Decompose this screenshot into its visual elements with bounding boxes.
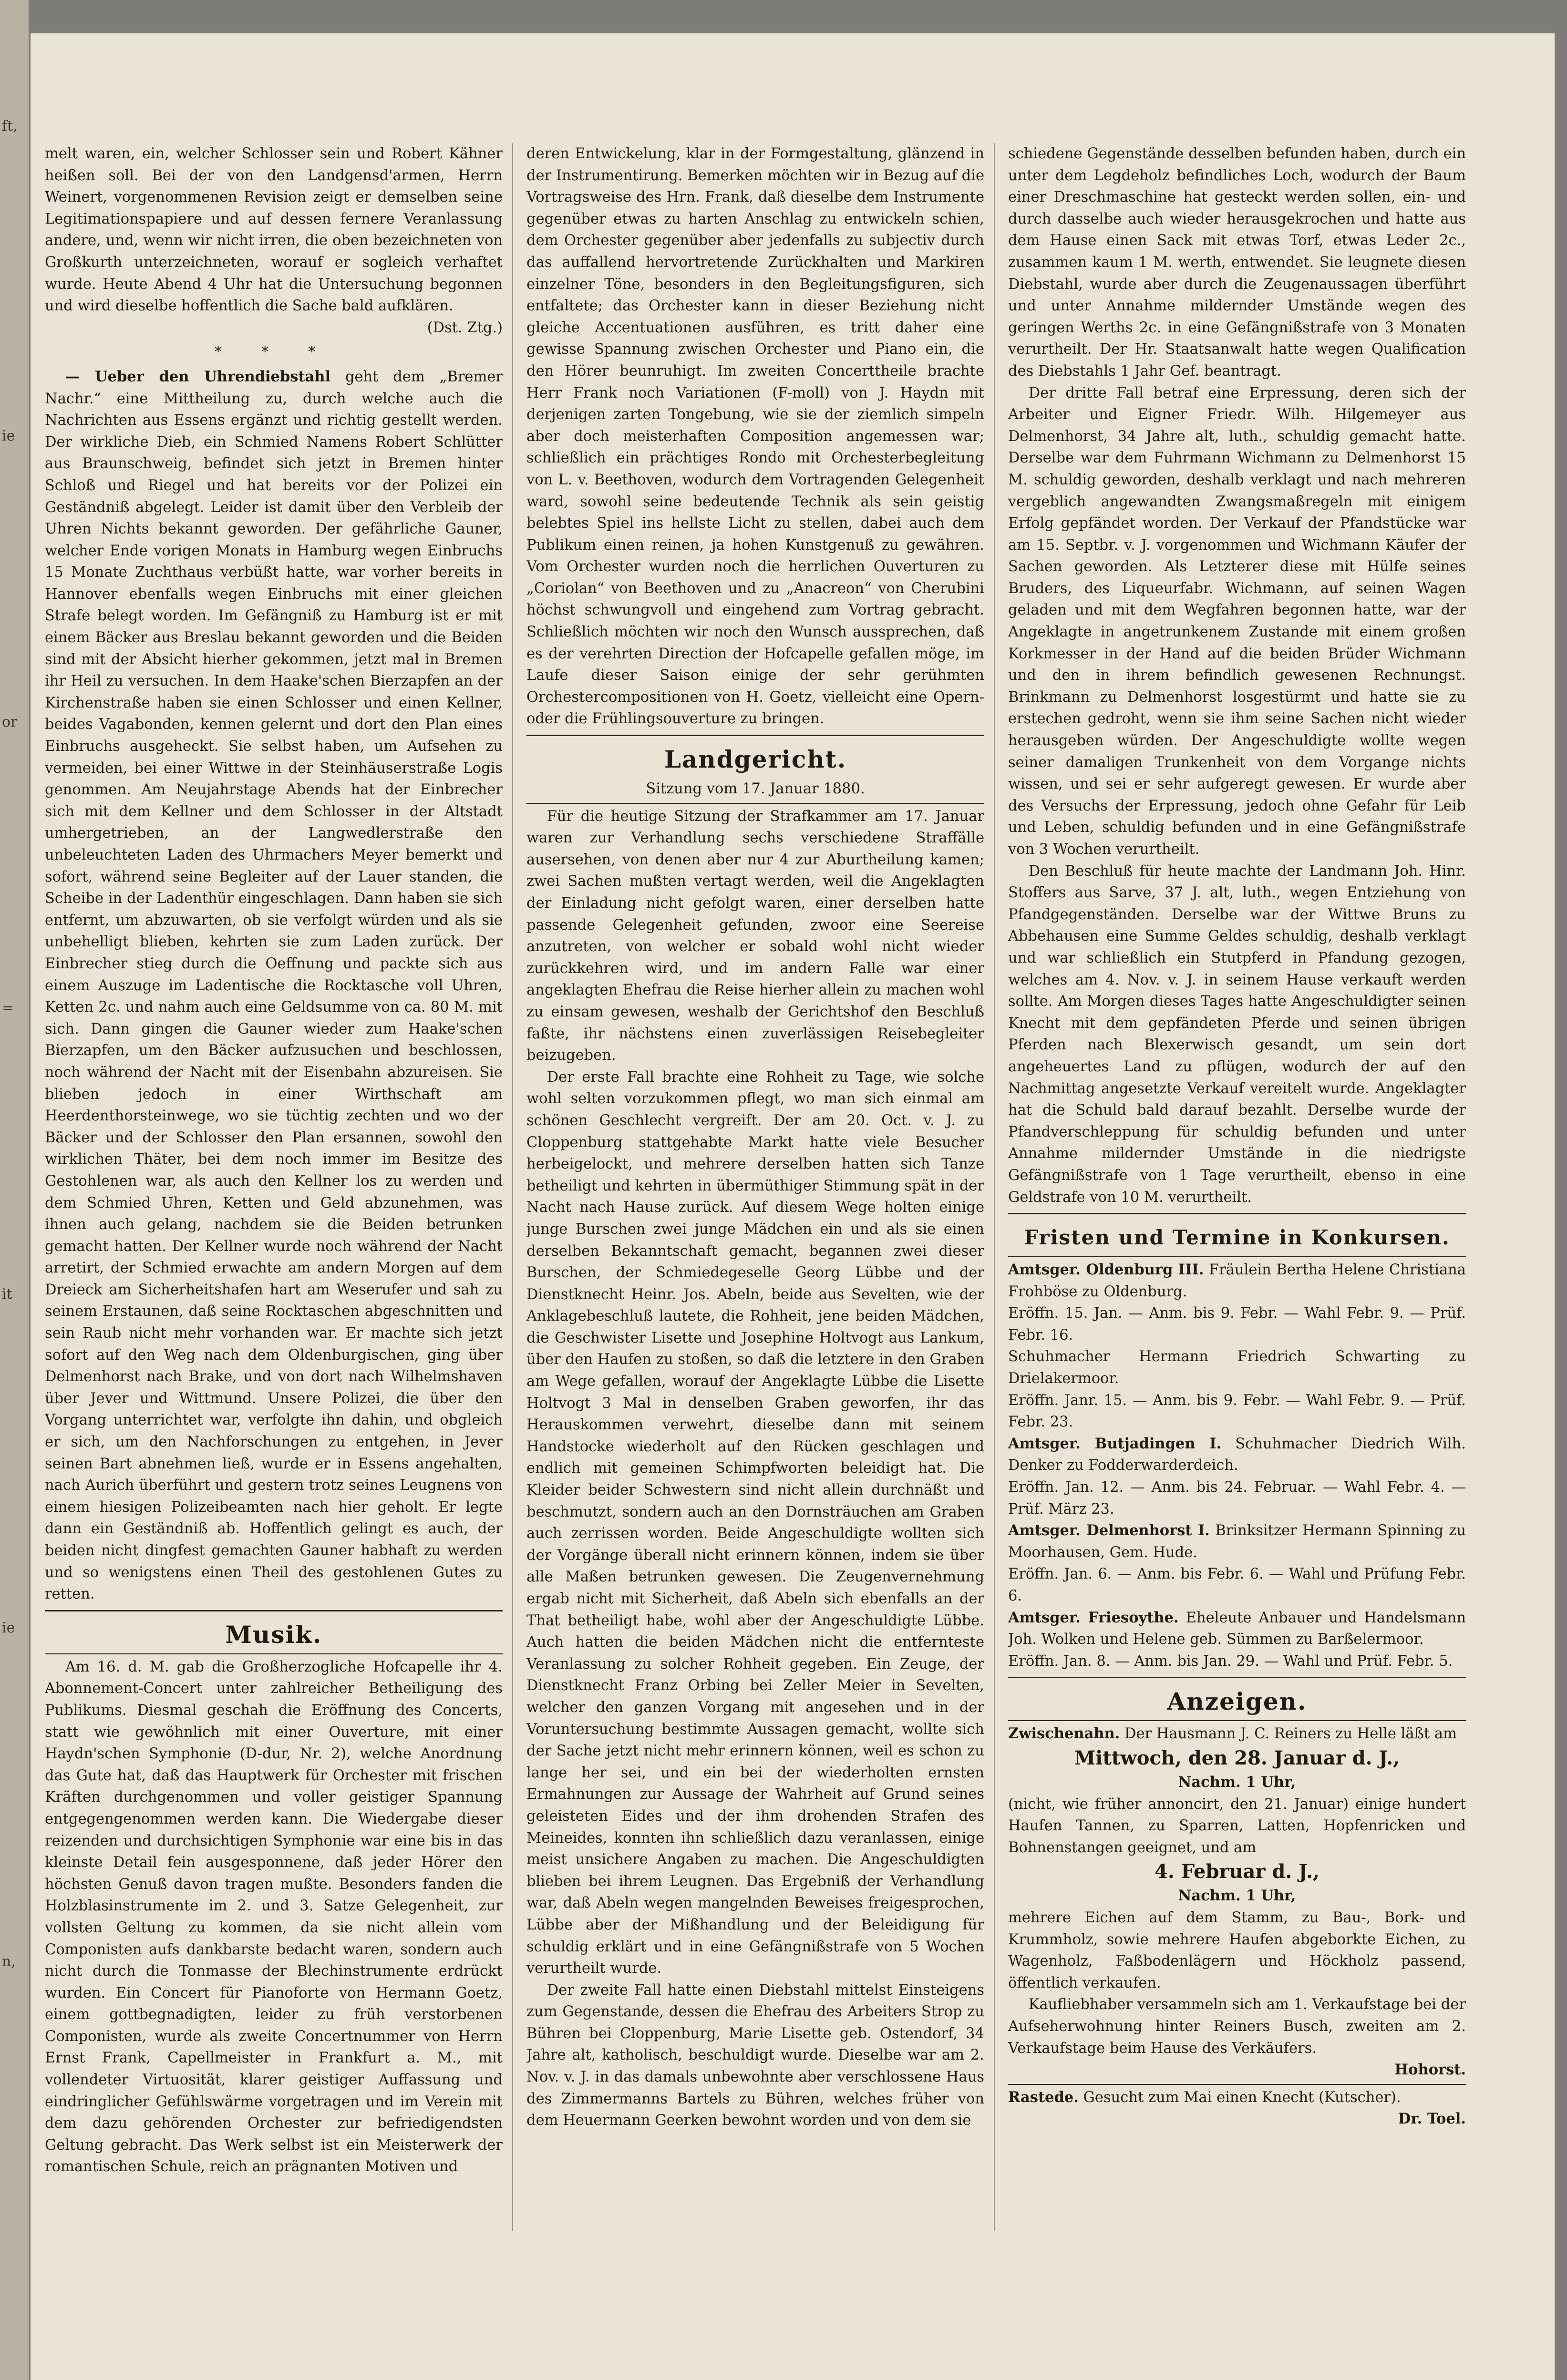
section-rule [45, 1610, 503, 1611]
edge-fragment: it [2, 1286, 12, 1303]
ad-time: Nachm. 1 Uhr, [1178, 1887, 1296, 1905]
ad-text: Gesucht zum Mai einen Knecht (Kutscher). [1083, 2089, 1401, 2106]
section-title-musik: Musik. [225, 1620, 322, 1649]
notice-body: Brinksitzer Hermann Spinning zu Moorhausen, Gem. Hude. [1008, 1522, 1466, 1561]
edge-fragment: n, [2, 1953, 16, 1970]
adjacent-page-edge [0, 0, 29, 2380]
ad-signature: Dr. Toel. [1398, 2110, 1466, 2128]
column-divider [512, 143, 513, 2231]
newspaper-page [31, 33, 1555, 2380]
section-separator: * * * [214, 344, 333, 361]
edge-fragment: or [2, 714, 18, 730]
article-watch-theft [45, 366, 503, 1605]
ad-date: Mittwoch, den 28. Januar d. J., [1074, 1746, 1400, 1769]
section-rule [1008, 1720, 1466, 1721]
column-middle [526, 143, 984, 2250]
section-rule [1008, 1677, 1466, 1678]
column-divider [994, 143, 995, 2231]
session-date: Sitzung vom 17. Januar 1880. [646, 780, 865, 798]
ad-signature: Hohorst. [1394, 2061, 1466, 2079]
advertisement-wanted [1008, 2087, 1466, 2130]
notice-body: Eheleute Anbauer und Handelsmann Joh. Wolken und Helene geb. Sümmen zu Barßelermoor. [1008, 1609, 1466, 1648]
ad-text: Der Hausmann J. C. Reiners zu Helle läßt am [1124, 1725, 1457, 1743]
ad-place: Zwischenahn. [1008, 1725, 1120, 1743]
notice-body: Fräulein Bertha Helene Christiana Frohböse zu Oldenburg. [1008, 1262, 1466, 1300]
article-text: Für die heutige Sitzung der Strafkammer am 17. Januar waren zur Verhandlung sechs verschiedene Straffälle ausersehen, von denen aber nur 4 zur Aburtheilung kamen; zwei Sachen mußten vertagt werden, weil die Angeklagten der Einladung nicht gefolgt waren, einer derselben hatte passende Gelegenheit gefunden, zwoor eine Seereise anzutreten, von welcher er sobald wohl nicht wieder zurückkehren wird, und im andern Falle war einer angeklagten Ehefrau die Reise hierher allein zu machen wohl zu einsam gewesen, weshalb der Gerichtshof den Beschluß faßte, ihr nächstens einen zuverlässigen Reisebegleiter beizugeben. [526, 808, 984, 1064]
section-rule [45, 1653, 503, 1654]
source-credit: (Dst. Ztg.) [427, 319, 503, 336]
section-title-anzeigen: Anzeigen. [1167, 1687, 1307, 1716]
ad-intro [1008, 1723, 1466, 1745]
article-text: Der zweite Fall hatte einen Diebstahl mittelst Einsteigens zum Gegenstande, dessen die Ehefrau des Arbeiters Strop zu Bühren bei Cloppenburg, Marie Lisette geb. Ostendorf, 34 Jahre alt, katholisch, beschuldigt wurde. Dieselbe war am 2. Nov. v. J. in das damals unbewohnte aber verschlossene Haus des Zimmermanns Bartels zu Bühren, welches früher von dem Heuermann Geerken bewohnt worden und von dem sie [526, 1981, 984, 2129]
section-rule [1008, 1213, 1466, 1214]
notice-entry [1008, 1607, 1466, 1651]
court-name: Amtsger. Oldenburg III. [1008, 1261, 1204, 1279]
article-text: melt waren, ein, welcher Schlosser sein und Robert Kähner heißen soll. Bei der von den Landgensd'armen, Herrn Weinert, vorgenommenen Revision zeigt er demselben seine Legitimationspapiere und auf dessen fernere Veranlassung andere, und, wenn wir nicht irren, die oben bezeichneten von Großkurth unterzeichneten, worauf er sogleich verhaftet wurde. Heute Abend 4 Uhr hat die Untersuchung begonnen und wird dieselbe hoffentlich die Sache bald aufklären. [45, 145, 503, 315]
column-left [45, 143, 503, 2250]
article-headline: — Ueber den Uhrendiebstahl [65, 368, 331, 385]
notice-dates: Eröffn. Jan. 6. — Anm. bis Febr. 6. — Wahl und Prüfung Febr. 6. [1008, 1566, 1466, 1604]
edge-fragment: ie [2, 428, 15, 444]
article-text: Am 16. d. M. gab die Großherzogliche Hofcapelle ihr 4. Abonnement-Concert unter zahlreicher Betheiligung des Publikums. Diesmal geschah die Eröffnung des Concerts, statt wie gewöhnlich mit einer Ouverture, mit einer Haydn'schen Symphonie (D-dur, Nr. 2), welche Anordnung das Gute hat, daß das Hauptwerk für Orchester mit frischen Kräften durchgenommen und voller geistiger Spannung entgegengenommen werden kann. Die Wiedergabe dieser reizenden und durchsichtigen Symphonie war eine bis in das kleinste Detail fein ausgesponnene, daß jeder Hörer den höchsten Genuß davon tragen mußte. Besonders fanden die Holzblasinstrumente im 2. und 3. Satze Gelegenheit, zur vollsten Geltung zu kommen, da sie nicht allein vom Componisten aufs dankbarste bedacht waren, sondern auch nicht durch die Tonmasse der Blechinstrumente erdrückt wurden. Ein Concert für Pianoforte von Hermann Goetz, einem gottbegnadigten, leider zu früh verstorbenen Componisten, wurde als zweite Concertnummer von Herrn Ernst Frank, Capellmeister in Frankfurt a. M., mit vollendeter Virtuosität, klarer geistiger Auffassung und eindringlicher Gefühlswärme vorgetragen und im Verein mit dem dazu gehörenden Orchester zur befriedigendsten Geltung gebracht. Das Werk selbst ist ein Meisterwerk der romantischen Schule, reich an prägnanten Motiven und [45, 1658, 503, 2175]
court-name: Amtsger. Delmenhorst I. [1008, 1522, 1210, 1539]
notice-body: Schuhmacher Diedrich Wilh. Denker zu Fodderwarderdeich. [1008, 1435, 1466, 1474]
notice-entry [1008, 1346, 1466, 1389]
ad-intro [1008, 2087, 1466, 2109]
notice-dates: Eröffn. Jan. 12. — Anm. bis 24. Februar. — Wahl Febr. 4. — Prüf. März 23. [1008, 1479, 1466, 1518]
section-title-konkurse: Fristen und Termine in Konkursen. [1024, 1226, 1450, 1250]
section-rule [526, 803, 984, 804]
article-text: Der dritte Fall betraf eine Erpressung, deren sich der Arbeiter und Eigner Friedr. Wilh. Hilgemeyer aus Delmenhorst, 34 Jahre alt, luth., schuldig gemacht hatte. Derselbe war dem Fuhrmann Wichmann zu Delmenhorst 15 M. schuldig geworden, deshalb verklagt und nach mehreren vergeblich angewandten Zwangsmaßregeln mit einigem Erfolg gepfändet worden. Der Verkauf der Pfandstücke war am 15. Septbr. v. J. vorgenommen und Wichmann Käufer der Sachen geworden. Als Letzterer diese mit Hülfe seines Bruders, des Liqueurfabr. Wichmann, auf seinen Wagen geladen und mit dem Wegfahren begonnen hatte, war der Angeklagte in angetrunkenem Zustande mit einem großen Korkmesser in der Hand auf die beiden Brüder Wichmann und den in ihrem befindlich gewesenen Rechnungst. Brinkmann zu Delmenhorst losgestürmt und hatte sie zu erstechen gedroht, wenn sie ihm seine Sachen nicht wieder herausgeben würden. Der Angeschuldigte wollte wegen seiner damaligen Trunkenheit von dem Vorgange nichts wissen, und sei er sehr aufgeregt gewesen. Er wurde aber des Versuchs der Erpressung, jedoch ohne Gefahr für Leib und Leben, schuldig befunden und in eine Gefängnißstrafe von 3 Wochen verurtheilt. [1008, 384, 1466, 858]
ad-text: (nicht, wie früher annoncirt, den 21. Januar) einige hundert Haufen Tannen, zu Sparren, Latten, Hopfenricken und Bohnenstangen geeignet, und am [1008, 1795, 1466, 1856]
section-rule [1008, 1256, 1466, 1257]
court-name: Amtsger. Friesoythe. [1008, 1609, 1179, 1626]
ad-place: Rastede. [1008, 2088, 1079, 2106]
edge-fragment: = [2, 1000, 14, 1016]
notice-entry [1008, 1433, 1466, 1477]
notice-body: Schuhmacher Hermann Friedrich Schwarting zu Drielakermoor. [1008, 1348, 1466, 1387]
ad-text: Kaufliebhaber versammeln sich am 1. Verkaufstage bei der Aufseherwohnung hinter Reiners Busch, zweiten am 2. Verkaufstage beim Hause des Verkäufers. [1008, 1996, 1466, 2057]
article-text: Der erste Fall brachte eine Rohheit zu Tage, wie solche wohl selten vorzukommen pflegt, wo man sich einmal am schönen Geschlecht vergreift. Der am 20. Oct. v. J. zu Cloppenburg stattgehabte Markt hatte viele Besucher herbeigelockt, und mehrere derselben hatten sich Tanze betheiligt und kehrten in übermüthiger Stimmung spät in der Nacht nach Hause zurück. Auf diesem Wege holten einige junge Burschen zwei junge Mädchen ein und als sie einen derselben Bekanntschaft gemacht, begannen zwei dieser Burschen, der Schmiedegeselle Georg Lübbe und der Dienstknecht Heinr. Jos. Abeln, beide aus Sevelten, wie der Anklagebeschluß lautete, die Rohheit, jene beiden Mädchen, die Geschwister Lisette und Josephine Holtvogt aus Lankum, über den Haufen zu stoßen, so daß die letztere in den Graben am Wege gefallen, worauf der Angeklagte Lübbe die Lisette Holtvogt 3 Mal in denselben Graben geworfen, ihr das Herauskommen verwehrt, dieselbe dann mit seinem Handstocke wiederholt auf den Rücken geschlagen und endlich mit gemeinen Schimpfworten beleidigt hat. Die Kleider beider Schwestern sind nicht allein durchnäßt und beschmutzt, sondern auch an den Dornsträuchen am Graben auch zerrissen worden. Beide Angeschuldigte wollten sich der Vorgänge überall nicht erinnern können, indem sie über alle Maßen betrunken gewesen. Die Zeugenvernehmung ergab nicht mit Sicherheit, daß Abeln sich ebenfalls an der That betheiligt habe, wohl aber der Angeschuldigte Lübbe. Auch hatten die beiden Mädchen nicht die entfernteste Veranlassung zu solcher Rohheit gegeben. Ein Zeuge, der Dienstknecht Franz Orbing bei Zeller Meier in Sevelten, welcher den ganzen Vorgang mit angesehen und in der Voruntersuchung bestimmte Aussagen gemacht, wollte sich der Sache jetzt nicht mehr erinnern können, weil es schon zu lange her sei, und ein bei der wiederholten ernsten Ermahnungen zur Aussage der Wahrheit auf Grund seines geleisteten Eides und der ihm drohenden Strafen des Meineides, konnten ihn schließlich dazu veranlassen, einige meist unsichere Angaben zu machen. Die Angeschuldigten blieben bei ihrem Leugnen. Das Ergebniß der Verhandlung war, daß Abeln wegen mangelnden Beweises freigesprochen, Lübbe aber der Mißhandlung und der Beleidigung für schuldig erklärt und in eine Gefängnißstrafe von 5 Wochen verurtheilt wurde. [526, 1068, 984, 1977]
notice-dates: Eröffn. Janr. 15. — Anm. bis 9. Febr. — Wahl Febr. 9. — Prüf. Febr. 23. [1008, 1392, 1466, 1431]
advertisement-auction [1008, 1723, 1466, 2081]
edge-fragment: ft, [2, 118, 18, 134]
ad-time: Nachm. 1 Uhr, [1178, 1773, 1296, 1791]
section-rule [526, 735, 984, 736]
notice-dates: Eröffn. Jan. 8. — Anm. bis Jan. 29. — Wahl und Prüf. Febr. 5. [1008, 1652, 1453, 1670]
article-text: Den Beschluß für heute machte der Landmann Joh. Hinr. Stoffers aus Sarve, 37 J. alt, luth., wegen Entziehung von Pfandgegenständen. Derselbe war der Wittwe Bruns zu Abbehausen eine Summe Geldes schuldig, deshalb verklagt und war schließlich ein Stutpferd in Pfandung gezogen, welches am 4. Nov. v. J. in seinem Hause verkauft werden sollte. Am Morgen dieses Tages hatte Angeschuldigter seinen Knecht mit dem gepfändeten Pferde und seinen übrigen Pferden nach Blexerwisch gesandt, um sein dort angeheuertes Land zu pflügen, wodurch der auf den Nachmittag angesetzte Verkauf vereitelt wurde. Angeklagter hat die Schuld bald darauf bezahlt. Derselbe wurde der Pfandverschleppung für schuldig befunden und unter Annahme mildernder Umstände in die niedrigste Gefängnißstrafe von 1 Tage verurtheilt, ebenso in eine Geldstrafe von 10 M. verurtheilt. [1008, 862, 1466, 1206]
edge-fragment: ie [2, 1620, 15, 1636]
column-right [1008, 143, 1466, 2250]
ad-text: mehrere Eichen auf dem Stamm, zu Bau-, Bork- und Krummholz, sowie mehrere Haufen abgeborkte Eichen, zu Wagenholz, Faßbodenlägern und Höckholz passend, öffentlich verkaufen. [1008, 1909, 1466, 1991]
notice-entry [1008, 1259, 1466, 1303]
article-text: geht dem „Bremer Nachr.“ eine Mittheilung zu, durch welche auch die Nachrichten aus Essens ergänzt und richtig gestellt werden. Der wirkliche Dieb, ein Schmied Namens Robert Schlütter aus Braunschweig, befindet sich jetzt in Bremen hinter Schloß und Riegel und hat bereits vor der Polizei ein Geständniß abgelegt. Leider ist damit über den Verbleib der Uhren Nichts bekannt geworden. Der gefährliche Gauner, welcher Ende vorigen Monats in Hamburg wegen Einbruchs 15 Monate Zuchthaus verbüßt hatte, war vorher bereits in Hannover ebenfalls wegen Einbruchs mit einer gleichen Strafe belegt worden. Im Gefängniß zu Hamburg ist er mit einem Bäcker aus Breslau bekannt geworden und die Beiden sind mit der Absicht hierher gekommen, jetzt mal in Bremen ihr Heil zu versuchen. In dem Haake'schen Bierzapfen an der Kirchenstraße haben sie einen Schlosser und einen Kellner, beides Vagabonden, kennen gelernt und dort den Plan eines Einbruchs ausgeheckt. Sie selbst haben, um Aufsehen zu vermeiden, bei einer Wittwe in der Steinhäuserstraße Logis genommen. Am Neujahrstage Abends hat der Einbrecher sich mit dem Kellner und dem Schlosser in der Altstadt umhergetrieben, an der Langwedlerstraße den unbeleuchteten Laden des Uhrmachers Meyer bemerkt und sofort, während seine Begleiter auf der Lauer standen, die Scheibe in der Ladenthür eingeschlagen. Dann haben sie sich entfernt, um abzuwarten, ob sie verfolgt würden und als sie unbehelligt blieben, kehrten sie zum Laden zurück. Der Einbrecher stieg durch die Oeffnung und packte sich aus einem Auszuge im Ladentische die Rocktasche voll Uhren, Ketten 2c. und nahm auch eine Geldsumme von ca. 80 M. mit sich. Dann gingen die Gauner wieder zum Haake'schen Bierzapfen, um den Bäcker aufzusuchen und beschlossen, noch während der Nacht mit der Eisenbahn abzureisen. Sie blieben jedoch in einer Wirthschaft am Heerdenthorsteinwege, wo sie tüchtig zechten und wo der Bäcker und der Schlosser den Plan ersannen, sowohl den wirklichen Thäter, bei dem noch immer im Besitze des Gestohlenen war, als auch den Kellner los zu werden und dem Schmied Uhren, Ketten und Geld abzunehmen, was ihnen auch gelang, nachdem sie die Beiden betrunken gemacht hatten. Der Kellner wurde noch während der Nacht arretirt, der Schmied erwachte am andern Morgen auf dem Dreieck am Sicherheitshafen hart am Weserufer und sah zu seinem Erstaunen, daß seine Rocktaschen abgeschnitten und sein Raub nicht mehr vorhanden war. Er machte sich jetzt sofort auf den Weg nach dem Oldenburgischen, ging über Delmenhorst nach Brake, und von dort nach Wilhelmshaven über Jever und Wittmund. Unsere Polizei, die über den Vorgang unterrichtet war, verfolgte ihn dahin, und obgleich er sich, um den Nachforschungen zu entgehen, in Jever seinen Bart abnehmen ließ, wurde er in Essens angehalten, nach Aurich überführt und gestern trotz seines Leugnens von einem hiesigen Polizeibeamten nach hier geholt. Er legte dann ein Geständniß ab. Hoffentlich gelingt es auch, der beiden nicht dingfest gemachten Gauner habhaft zu werden und so wenigstens einen Theil des gestohlenen Gutes zu retten. [45, 368, 503, 1603]
ad-date: 4. Februar d. J., [1155, 1860, 1320, 1883]
notice-entry [1008, 1520, 1466, 1563]
section-rule [1008, 2084, 1466, 2085]
bankruptcy-notices [1008, 1259, 1466, 1672]
article-text: schiedene Gegenstände desselben befunden haben, durch ein unter dem Legdeholz befindliches Loch, wodurch der Baum einer Dreschmaschine hat gesteckt werden sollen, ein- und durch dasselbe auch wieder herausgekrochen und hatte aus dem Hause einen Sack mit etwas Torf, etwas Leder 2c., zusammen kaum 1 M. werth, entwendet. Sie leugnete diesen Diebstahl, wurde aber durch die Zeugenaussagen überführt und unter Annahme mildernder Umstände wegen des geringen Werths 2c. in eine Gefängnißstrafe von 3 Monaten verurtheilt. Der Hr. Staatsanwalt hatte wegen Qualification des Diebstahls 1 Jahr Gef. beantragt. [1008, 145, 1466, 380]
court-name: Amtsger. Butjadingen I. [1008, 1435, 1222, 1452]
notice-dates: Eröffn. 15. Jan. — Anm. bis 9. Febr. — Wahl Febr. 9. — Prüf. Febr. 16. [1008, 1305, 1466, 1344]
article-text: deren Entwickelung, klar in der Formgestaltung, glänzend in der Instrumentirung. Bemerken möchten wir in Bezug auf die Vortragsweise des Hrn. Frank, daß dieselbe dem Instrumente gegenüber etwas zu harten Anschlag zu entwickeln schien, dem Orchester gegenüber aber jedenfalls zu subjectiv durch das auffallend hervortretende Zurückhalten und Markiren einzelner Töne, besonders in den Begleitungsfiguren, sich entfaltete; das Orchester kann in dieser Beziehung nicht gleiche Accentuationen ausführen, es tritt daher eine gewisse Spannung zwischen Orchester und Piano ein, die den Hörer beunruhigt. Im zweiten Concerttheile brachte Herr Frank noch Variationen (F-moll) von J. Haydn mit derjenigen zarten Tongebung, wie sie der ziemlich simpeln aber doch meisterhaften Composition angemessen war; schließlich ein prächtiges Rondo mit Orchesterbegleitung von L. v. Beethoven, wodurch dem Vortragenden Gelegenheit ward, sowohl seine bedeutende Technik als sein geistig belebtes Spiel ins hellste Licht zu stellen, dabei auch dem Publikum einen reinen, ja hohen Kunstgenuß zu gewähren. Vom Orchester wurden noch die herrlichen Ouverturen zu „Coriolan“ von Beethoven und zu „Anacreon“ von Cherubini höchst schwungvoll und eingehend zum Vortrag gebracht. Schließlich möchten wir noch den Wunsch aussprechen, daß es der verehrten Direction der Hofcapelle gefallen möge, im Laufe dieser Saison einige der sehr gerühmten Orchestercompositionen von H. Goetz, vielleicht eine Opern- oder die Frühlingsouverture zu bringen. [526, 145, 984, 728]
section-title-landgericht: Landgericht. [664, 745, 847, 774]
